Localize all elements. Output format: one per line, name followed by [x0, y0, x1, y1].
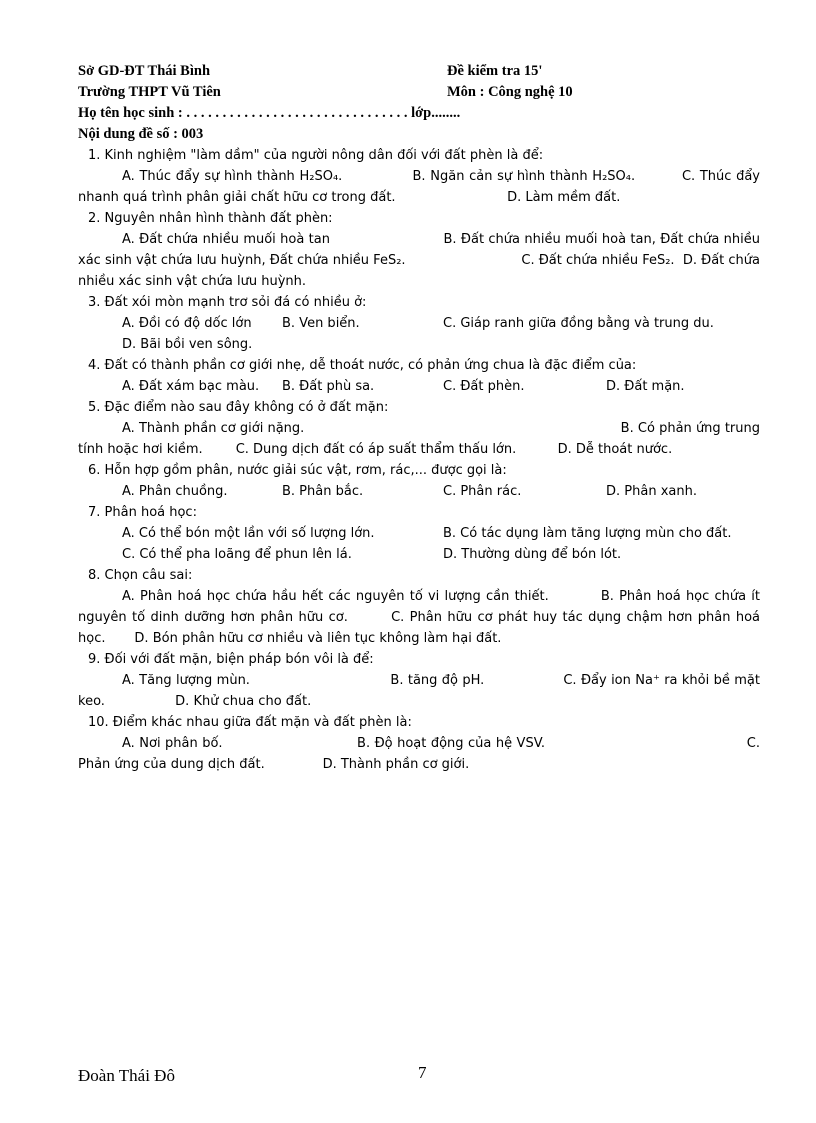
option-d: D. Bón phân hữu cơ nhiều và liên tục không làm hại đất. [134, 631, 502, 646]
option-b: B. Có phản ứng trung tính hoặc hơi kiềm. [78, 421, 761, 457]
question-title: 4. Đất có thành phần cơ giới nhẹ, dễ thoát nước, có phản ứng chua là đặc điểm của: [88, 358, 637, 373]
question-list [78, 145, 760, 775]
option-c: C. Đất phèn. [443, 379, 525, 394]
option-d: D. Thường dùng để bón lót. [443, 547, 622, 562]
option-d: D. Phân xanh. [606, 484, 697, 499]
question [78, 460, 760, 502]
question-title: 5. Đặc điểm nào sau đây không có ở đất mặn: [88, 400, 389, 415]
question [78, 712, 760, 775]
question-options [78, 733, 760, 775]
question-title: 10. Điểm khác nhau giữa đất mặn và đất phèn là: [88, 715, 412, 730]
question-title: 6. Hỗn hợp gồm phân, nước giải súc vật, rơm, rác,... được gọi là: [88, 463, 507, 478]
option-a: A. Thúc đẩy sự hình thành H₂SO₄. [122, 169, 343, 184]
question-options [78, 481, 760, 502]
option-c: C. Giáp ranh giữa đồng bằng và trung du. [443, 316, 714, 331]
option-a: A. Nơi phân bố. [122, 736, 223, 751]
option-b: B. Ven biển. [282, 316, 360, 331]
question [78, 292, 760, 355]
option-d: D. Thành phần cơ giới. [322, 757, 470, 772]
question-title: 3. Đất xói mòn mạnh trơ sỏi đá có nhiều ở: [88, 295, 367, 310]
question-options [78, 418, 760, 460]
option-c: C. Thúc đẩy nhanh quá trình phân giải chất hữu cơ trong đất. [78, 169, 760, 205]
test-code: Nội dung đề số : 003 [78, 126, 204, 142]
option-d: D. Làm mềm đất. [507, 190, 621, 205]
test-title: Đề kiểm tra 15' [447, 63, 543, 79]
option-d: D. Khử chua cho đất. [175, 694, 312, 709]
student-name-line: Họ tên học sinh : . . . . . . . . . . . . . . . . . . . . . . . . . . . . . . . lớp........ [78, 105, 461, 121]
option-b: B. Ngăn cản sự hình thành H₂SO₄. [412, 169, 636, 184]
question [78, 502, 760, 565]
question-options [78, 313, 760, 355]
option-d: D. Đất chứa nhiều xác sinh vật chứa lưu huỳnh. [78, 253, 761, 289]
question-options [78, 229, 760, 292]
option-b: B. Đất chứa nhiều muối hoà tan, Đất chứa nhiều xác sinh vật chứa lưu huỳnh, Đất chứa nhiều FeS₂. [78, 232, 760, 268]
option-c: C. Có thể pha loãng để phun lên lá. [122, 547, 352, 562]
question-title: 2. Nguyên nhân hình thành đất phèn: [88, 211, 333, 226]
option-c: C. Đẩy ion Na⁺ ra khỏi bề mặt keo. [78, 673, 760, 709]
question [78, 397, 760, 460]
question-options [78, 166, 760, 208]
option-c: C. Phản ứng của dung dịch đất. [78, 736, 760, 772]
question-title: 7. Phân hoá học: [88, 505, 197, 520]
option-b: B. Phân hoá học chứa ít nguyên tố dinh dưỡng hơn phân hữu cơ. [78, 589, 760, 625]
question-options [78, 376, 760, 397]
option-b: B. Có tác dụng làm tăng lượng mùn cho đất. [443, 526, 732, 541]
option-d: D. Bãi bồi ven sông. [122, 337, 253, 352]
option-d: D. Dễ thoát nước. [557, 442, 673, 457]
question [78, 208, 760, 292]
option-a: A. Có thể bón một lần với số lượng lớn. [122, 526, 375, 541]
option-b: B. Đất phù sa. [282, 379, 375, 394]
option-a: A. Đất xám bạc màu. [122, 379, 260, 394]
department-name: Sở GD-ĐT Thái Bình [78, 63, 211, 79]
option-a: A. Phân hoá học chứa hầu hết các nguyên tố vi lượng cần thiết. [122, 589, 549, 604]
option-a: A. Tăng lượng mùn. [122, 673, 250, 688]
subject-name: Môn : Công nghệ 10 [447, 84, 573, 100]
question-title: 8. Chọn câu sai: [88, 568, 193, 583]
option-c: C. Dung dịch đất có áp suất thẩm thấu lớn. [235, 442, 517, 457]
option-a: A. Đồi có độ dốc lớn [122, 316, 252, 331]
question [78, 145, 760, 208]
question-title: 1. Kinh nghiệm "làm dầm" của người nông dân đối với đất phèn là để: [88, 148, 544, 163]
question-options [78, 670, 760, 712]
option-a: A. Đất chứa nhiều muối hoà tan [122, 232, 330, 247]
option-b: B. Độ hoạt động của hệ VSV. [357, 736, 546, 751]
option-b: B. tăng độ pH. [390, 673, 485, 688]
option-c: C. Phân rác. [443, 484, 522, 499]
school-name: Trường THPT Vũ Tiên [78, 84, 221, 100]
option-c: C. Đất chứa nhiều FeS₂. [521, 253, 675, 268]
question [78, 565, 760, 649]
author-name: Đoàn Thái Đô [78, 1066, 175, 1085]
question [78, 649, 760, 712]
option-a: A. Phân chuồng. [122, 484, 228, 499]
question-options [78, 586, 760, 649]
option-d: D. Đất mặn. [606, 379, 685, 394]
option-c: C. Phân hữu cơ phát huy tác dụng chậm hơn phân hoá học. [78, 610, 761, 646]
question-options [78, 523, 760, 565]
option-b: B. Phân bắc. [282, 484, 364, 499]
option-a: A. Thành phần cơ giới nặng. [122, 421, 305, 436]
page-number: 7 [418, 1063, 427, 1082]
question [78, 355, 760, 397]
question-title: 9. Đối với đất mặn, biện pháp bón vôi là để: [88, 652, 374, 667]
